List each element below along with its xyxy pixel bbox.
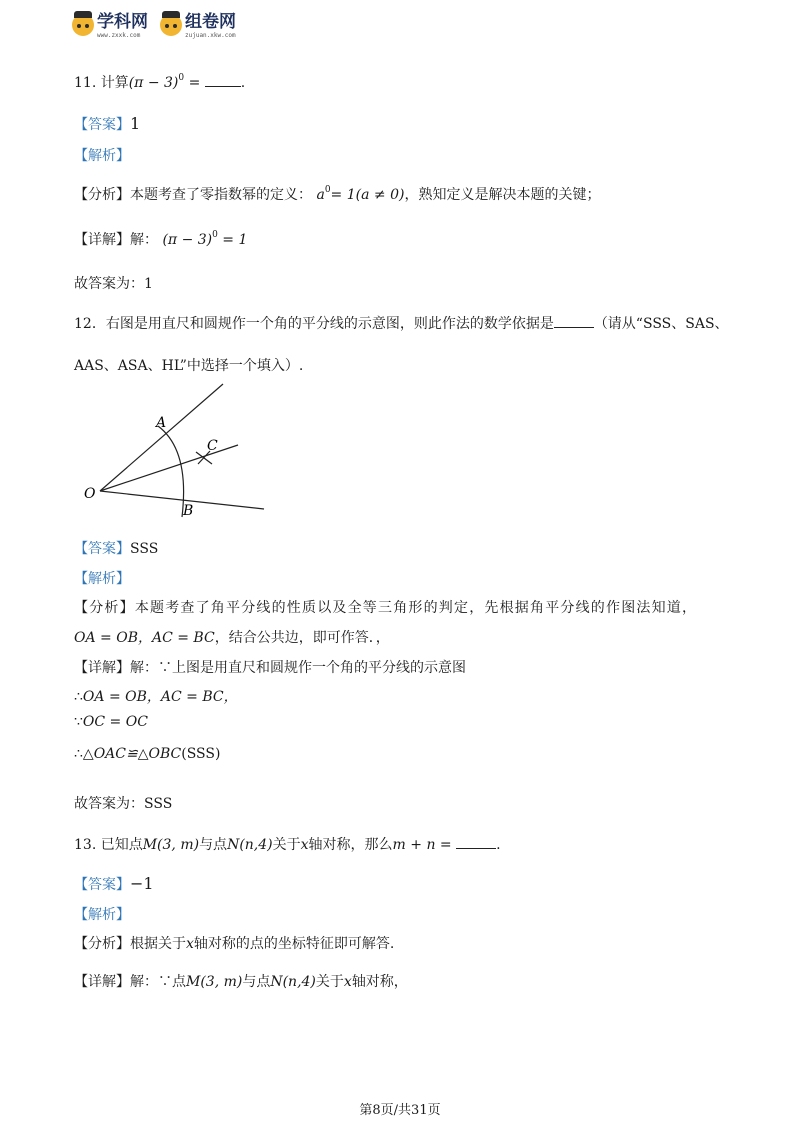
label-o: O <box>84 486 96 502</box>
q13-answer <box>74 874 154 894</box>
fenxi-text: 本题考查了零指数幂的定义： <box>130 187 312 203</box>
xiangjie-text: 轴对称， <box>351 974 408 990</box>
q12-step1 <box>74 686 238 706</box>
period: . <box>240 75 246 91</box>
math-expr: (π − 3) <box>162 232 213 248</box>
q12-question-line2: AAS、ASA、HL”中选择一个填入）. <box>74 358 304 374</box>
logo-url: www.zxxk.com <box>97 32 141 39</box>
logo-url: zujuan.xkw.com <box>185 32 236 39</box>
question-text: 12．右图是用直尺和圆规作一个角的平分线的示意图，则此作法的数学依据是 <box>74 316 554 332</box>
math-point: M(3, m) <box>142 837 200 853</box>
q11-fenxi <box>74 184 600 204</box>
math-point: M(3, m) <box>186 974 243 990</box>
answer-tag: 【答案】 <box>74 117 130 133</box>
fenxi-text: 轴对称的点的坐标特征即可解答. <box>193 936 395 952</box>
q12-question-line1 <box>74 313 729 333</box>
fenxi-tag: 【分析】 <box>74 936 130 952</box>
q11-jiexi-tag: 【解析】 <box>74 148 130 164</box>
xiangjie-text: 解： <box>130 232 158 248</box>
q11-final: 故答案为：1 <box>74 276 153 292</box>
logo-name: 组卷网 <box>185 12 236 32</box>
math-var: x <box>343 974 352 990</box>
exponent: 0 <box>212 230 218 240</box>
q11-answer <box>74 114 140 134</box>
math-point: N(n,4) <box>227 837 273 853</box>
question-text: 计算 <box>100 75 129 91</box>
xiangjie-tag: 【详解】 <box>74 232 130 248</box>
question-number: 11. <box>74 75 97 91</box>
q13-question <box>74 834 501 854</box>
fenxi-tail: ，熟知定义是解决本题的关键； <box>404 187 601 203</box>
period: . <box>496 837 501 853</box>
math-expr: OC = OC <box>82 714 148 730</box>
mascot-icon <box>72 14 94 36</box>
fenxi-text: 根据关于 <box>130 936 186 952</box>
answer-blank <box>205 74 241 87</box>
label-c: C <box>207 438 218 454</box>
therefore-symbol: ∴ <box>74 689 83 705</box>
q11-xiangjie <box>74 229 247 249</box>
question-text: 已知点 <box>100 837 143 853</box>
label-a: A <box>156 415 167 431</box>
math-expr: (SSS) <box>181 746 221 762</box>
equals-sign: = <box>188 75 201 91</box>
math-expr: = 1(a ≠ 0) <box>330 187 405 203</box>
therefore-symbol: ∴ <box>74 746 83 762</box>
fenxi-text: 本题考查了角平分线的性质以及全等三角形的判定，先根据角平分线的作图法知道， <box>134 600 698 616</box>
question-number: 13. <box>74 837 97 853</box>
exponent: 0 <box>178 73 185 83</box>
q11-question <box>74 72 245 92</box>
zxxk-logo <box>72 12 148 39</box>
xiangjie-text: 解：∵上图是用直尺和圆规作一个角的平分线的示意图 <box>130 660 466 676</box>
answer-blank <box>554 315 594 328</box>
xiangjie-tag: 【详解】 <box>74 974 130 990</box>
math-expr: = 1 <box>217 232 248 248</box>
q12-answer <box>74 538 158 558</box>
math-expr: OA = OB，AC = BC <box>74 630 215 646</box>
angle-bisector-figure <box>80 375 280 525</box>
q12-fenxi <box>74 597 697 617</box>
math-expr: △OAC≌△OBC <box>82 746 182 762</box>
q13-fenxi <box>74 933 394 953</box>
math-expr: OA = OB，AC = BC， <box>82 689 238 705</box>
question-text: （请从“SSS、SAS、 <box>593 316 729 332</box>
answer-value: SSS <box>130 541 159 557</box>
page-number: 第8页/共31页 <box>359 1103 441 1118</box>
q12-fenxi-line2 <box>74 627 390 647</box>
label-b: B <box>183 503 194 519</box>
math-var: x <box>300 837 309 853</box>
mascot-icon <box>160 14 182 36</box>
ray-ob <box>100 491 264 509</box>
math-expr: m + n = <box>392 837 452 853</box>
fenxi-tag: 【分析】 <box>74 600 135 616</box>
question-text: 关于 <box>272 837 301 853</box>
construction-arc <box>158 426 184 517</box>
xiangjie-text: 与点 <box>242 974 271 990</box>
fenxi-tag: 【分析】 <box>74 187 130 203</box>
answer-tag: 【答案】 <box>74 877 130 893</box>
exponent: 0 <box>324 185 331 195</box>
math-expr: (π − 3) <box>128 75 179 91</box>
answer-value: 1 <box>130 114 141 133</box>
q12-final: 故答案为：SSS <box>74 796 173 812</box>
xiangjie-text: 关于 <box>315 974 344 990</box>
xiangjie-text: 解：∵点 <box>130 974 186 990</box>
xiangjie-tag: 【详解】 <box>74 660 130 676</box>
zujuan-logo <box>160 12 236 39</box>
q12-xiangjie <box>74 657 466 677</box>
logo-name: 学科网 <box>97 12 148 32</box>
answer-value: −1 <box>130 874 154 893</box>
q13-jiexi-tag: 【解析】 <box>74 907 130 923</box>
header-logos <box>72 12 236 39</box>
answer-tag: 【答案】 <box>74 541 130 557</box>
q12-jiexi-tag: 【解析】 <box>74 571 130 587</box>
q12-step3 <box>74 746 220 762</box>
math-point: N(n,4) <box>270 974 316 990</box>
math-var: a <box>316 187 325 203</box>
q12-step2 <box>74 714 148 730</box>
question-text: 轴对称，那么 <box>308 837 393 853</box>
because-symbol: ∵ <box>74 714 83 730</box>
fenxi-text: ，结合公共边，即可作答．， <box>214 630 390 646</box>
q13-xiangjie <box>74 971 408 991</box>
math-var: x <box>186 936 194 952</box>
question-text: 与点 <box>199 837 228 853</box>
ray-oa <box>100 384 223 491</box>
answer-blank <box>456 836 496 849</box>
